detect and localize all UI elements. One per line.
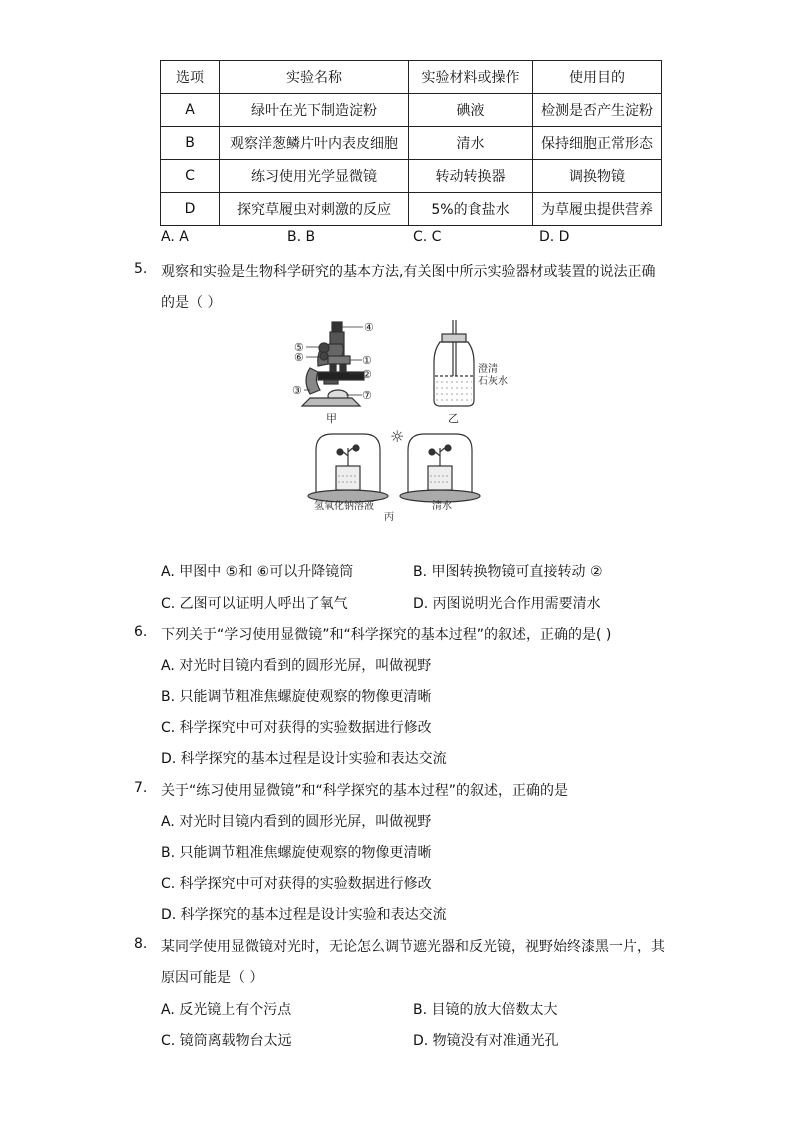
table-cell: 观察洋葱鳞片叶内表皮细胞	[220, 127, 409, 160]
limewater-jar-illustration	[434, 320, 474, 406]
experiment-table	[160, 60, 662, 226]
q7-option-d[interactable]: D. 科学探究的基本过程是设计实验和表达交流	[161, 907, 447, 923]
water-label: 清水	[432, 501, 452, 512]
table-header-cell: 实验材料或操作	[409, 61, 533, 94]
q5-figure	[280, 316, 520, 522]
q7-option-b[interactable]: B. 只能调节粗准焦螺旋使观察的物像更清晰	[161, 845, 432, 861]
table-header-cell: 实验名称	[220, 61, 409, 94]
q5-option-b[interactable]: B. 甲图转换物镜可直接转动 ②	[413, 564, 603, 580]
q6-option-c[interactable]: C. 科学探究中可对获得的实验数据进行修改	[161, 720, 432, 736]
table-cell: 为草履虫提供营养	[533, 193, 662, 226]
naoh-label: 氢氧化钠溶液	[314, 501, 374, 512]
table-cell: 5%的食盐水	[409, 193, 533, 226]
table-row	[161, 94, 662, 127]
q4-option-c[interactable]: C. C	[413, 229, 442, 245]
q7-option-c[interactable]: C. 科学探究中可对获得的实验数据进行修改	[161, 876, 432, 892]
label-3: ③	[292, 384, 302, 397]
caption-bing: 丙	[384, 512, 394, 522]
table-header-cell: 选项	[161, 61, 220, 94]
table-cell: 检测是否产生淀粉	[533, 94, 662, 127]
table-cell: D	[161, 193, 220, 226]
q4-option-b[interactable]: B. B	[287, 229, 316, 245]
label-5: ⑤	[294, 341, 304, 354]
limewater-label-line2: 石灰水	[478, 376, 508, 387]
q5-stem-line2: 的是（ ）	[161, 295, 222, 311]
caption-yi: 乙	[448, 412, 459, 425]
q5-number: 5.	[134, 261, 148, 277]
label-4: ④	[364, 321, 374, 334]
q8-option-c[interactable]: C. 镜筒离载物台太远	[161, 1033, 292, 1049]
table-cell: 转动转换器	[409, 160, 533, 193]
table-row	[161, 160, 662, 193]
q6-option-a[interactable]: A. 对光时目镜内看到的圆形光屏，叫做视野	[161, 658, 432, 674]
table-cell: 碘液	[409, 94, 533, 127]
q5-stem-line1: 观察和实验是生物科学研究的基本方法,有关图中所示实验器材或装置的说法正确	[161, 264, 656, 280]
caption-jia: 甲	[326, 412, 337, 425]
q8-option-d[interactable]: D. 物镜没有对准通光孔	[413, 1033, 559, 1049]
table-cell: 绿叶在光下制造淀粉	[220, 94, 409, 127]
table-cell: 清水	[409, 127, 533, 160]
table-cell: C	[161, 160, 220, 193]
table-cell: B	[161, 127, 220, 160]
label-6: ⑥	[294, 351, 304, 364]
q5-option-a[interactable]: A. 甲图中 ⑤和 ⑥可以升降镜筒	[161, 564, 354, 580]
q8-stem-line1: 某同学使用显微镜对光时，无论怎么调节遮光器和反光镜，视野始终漆黑一片，其	[161, 939, 665, 955]
q7-number: 7.	[134, 780, 148, 796]
table-cell: 探究草履虫对刺激的反应	[220, 193, 409, 226]
label-1: ①	[362, 354, 372, 367]
q8-option-b[interactable]: B. 目镜的放大倍数太大	[413, 1002, 558, 1018]
q8-number: 8.	[134, 936, 148, 952]
sun-icon: ☼	[390, 427, 405, 446]
q6-number: 6.	[134, 624, 148, 640]
bell-jar-water-illustration	[400, 434, 480, 502]
microscope-illustration	[302, 322, 364, 406]
q7-stem: 关于“练习使用显微镜”和“科学探究的基本过程”的叙述，正确的是	[161, 783, 569, 799]
q8-stem-line2: 原因可能是（ ）	[161, 970, 264, 986]
table-cell: 练习使用光学显微镜	[220, 160, 409, 193]
table-row	[161, 193, 662, 226]
q6-option-d[interactable]: D. 科学探究的基本过程是设计实验和表达交流	[161, 751, 447, 767]
table-row	[161, 127, 662, 160]
bell-jar-naoh-illustration	[308, 434, 388, 502]
q7-option-a[interactable]: A. 对光时目镜内看到的圆形光屏，叫做视野	[161, 814, 432, 830]
table-cell: A	[161, 94, 220, 127]
table-cell: 调换物镜	[533, 160, 662, 193]
q6-option-b[interactable]: B. 只能调节粗准焦螺旋使观察的物像更清晰	[161, 689, 432, 705]
q8-option-a[interactable]: A. 反光镜上有个污点	[161, 1002, 292, 1018]
table-header-row	[161, 61, 662, 94]
limewater-label-line1: 澄清	[478, 364, 498, 375]
label-2: ②	[362, 368, 372, 381]
label-7: ⑦	[362, 389, 372, 402]
q4-option-d[interactable]: D. D	[539, 229, 570, 245]
q5-option-d[interactable]: D. 丙图说明光合作用需要清水	[413, 596, 601, 612]
q4-option-a[interactable]: A. A	[161, 229, 189, 245]
table-header-cell: 使用目的	[533, 61, 662, 94]
table-cell: 保持细胞正常形态	[533, 127, 662, 160]
q5-option-c[interactable]: C. 乙图可以证明人呼出了氧气	[161, 596, 348, 612]
q6-stem: 下列关于“学习使用显微镜”和“科学探究的基本过程”的叙述，正确的是( )	[161, 627, 612, 643]
